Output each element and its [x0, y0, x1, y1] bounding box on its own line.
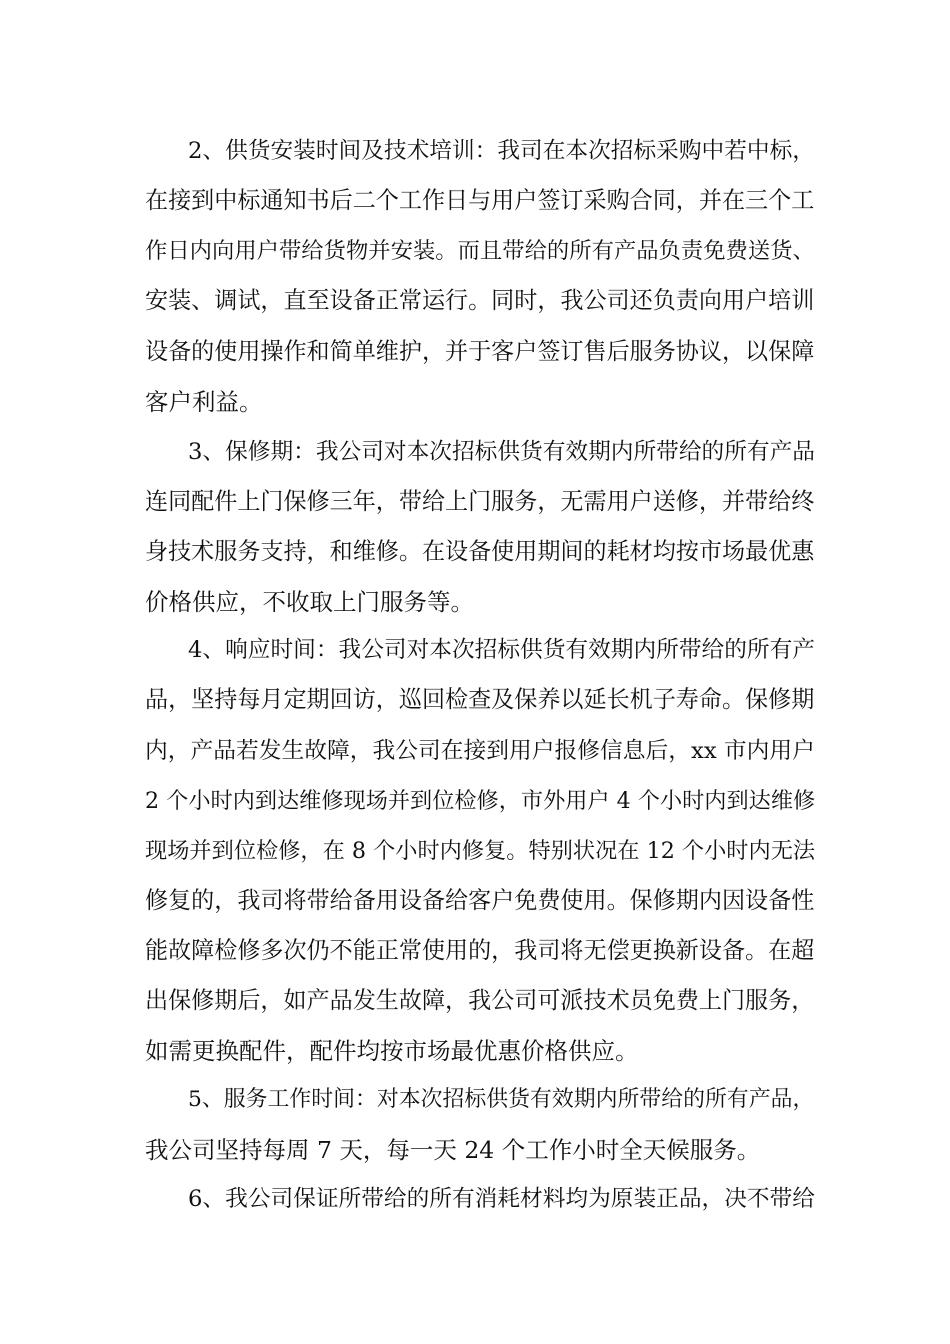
paragraph-3-line-4: 价格供应，不收取上门服务等。: [145, 588, 474, 616]
paragraph-5-line-2: 我公司坚持每周 7 天，每一天 24 个工作小时全天候服务。: [145, 1136, 761, 1164]
paragraph-5-line-1: 5、服务工作时间：对本次招标供货有效期内所带给的所有产品，: [188, 1087, 815, 1112]
paragraph-4-line-2: 品，坚持每月定期回访，巡回检查及保养以延长机子寿命。保修期: [145, 687, 815, 713]
paragraph-6-line-1: 6、我公司保证所带给的所有消耗材料均为原装正品，决不带给: [188, 1186, 815, 1212]
paragraph-4-line-4: 2 个小时内到达维修现场并到位检修，市外用户 4 个小时内到达维修: [145, 788, 816, 814]
paragraph-4-line-7: 能故障检修多次仍不能正常使用的，我司将无偿更换新设备。在超: [145, 938, 815, 964]
paragraph-4-line-6: 修复的，我司将带给备用设备给客户免费使用。保修期内因设备性: [145, 888, 815, 914]
paragraph-4-line-9: 如需更换配件，配件均按市场最优惠价格供应。: [145, 1037, 639, 1065]
paragraph-2-line-3: 作日内向用户带给货物并安装。而且带给的所有产品负责免费送货、: [145, 238, 815, 264]
paragraph-2-line-6: 客户利益。: [145, 388, 263, 416]
paragraph-2-line-5: 设备的使用操作和简单维护，并于客户签订售后服务协议，以保障: [145, 339, 815, 365]
paragraph-2-line-2: 在接到中标通知书后二个工作日与用户签订采购合同，并在三个工: [145, 188, 815, 214]
paragraph-4-line-1: 4、响应时间：我公司对本次招标供货有效期内所带给的所有产: [188, 637, 815, 663]
paragraph-3-line-2: 连同配件上门保修三年，带给上门服务，无需用户送修，并带给终: [145, 489, 815, 515]
paragraph-3-line-1: 3、保修期：我公司对本次招标供货有效期内所带给的所有产品: [188, 439, 815, 465]
paragraph-4-line-8: 出保修期后，如产品发生故障，我公司可派技术员免费上门服务，: [145, 988, 815, 1014]
paragraph-2-line-1: 2、供货安装时间及技术培训：我司在本次招标采购中若中标，: [188, 138, 815, 164]
paragraph-4-line-5: 现场并到位检修，在 8 个小时内修复。特别状况在 12 个小时内无法: [145, 838, 816, 864]
paragraph-4-line-3: 内，产品若发生故障，我公司在接到用户报修信息后，xx 市内用户: [145, 738, 815, 764]
paragraph-2-line-4: 安装、调试，直至设备正常运行。同时，我公司还负责向用户培训: [145, 288, 815, 314]
paragraph-3-line-3: 身技术服务支持，和维修。在设备使用期间的耗材均按市场最优惠: [145, 539, 815, 565]
